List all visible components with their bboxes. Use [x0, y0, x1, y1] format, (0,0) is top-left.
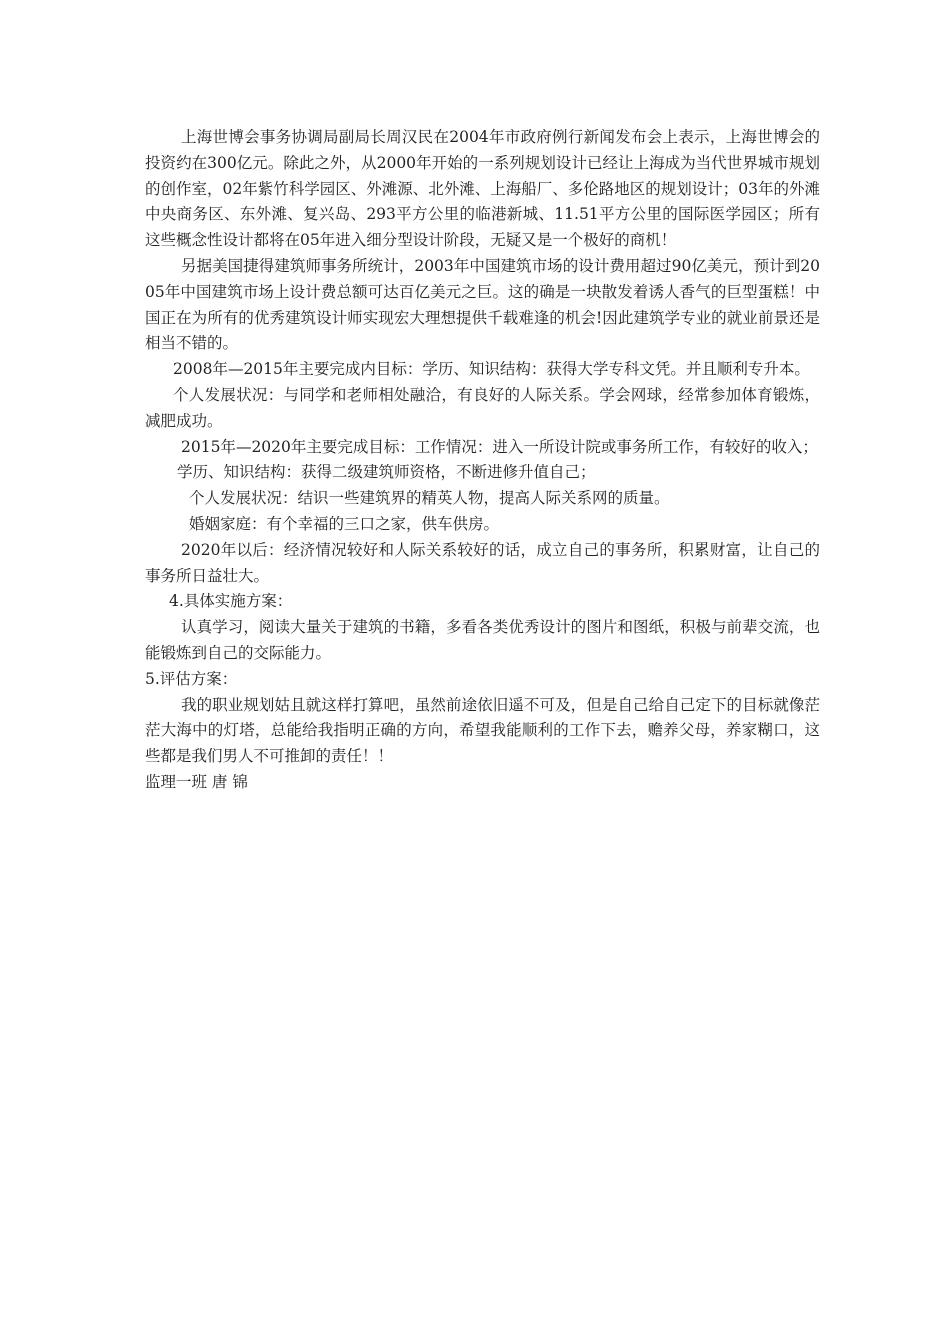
author-signature: 监理一班 唐 锦	[145, 772, 248, 791]
paragraph-design-market: 另据美国捷得建筑师事务所统计，2003年中国建筑市场的设计费用超过90亿美元，预计到2005年中国建筑市场上设计费总额可达百亿美元之巨。这的确是一块散发着诱人香气的巨型蛋糕！中国正在为所有的优秀建筑设计师实现宏大理想提供千载难逢的机会!因此建筑学专业的就业前景还是相当不错的。	[145, 256, 820, 353]
paragraph-after-2020: 2020年以后：经济情况较好和人际关系较好的话，成立自己的事务所，积累财富，让自己的事务所日益壮大。	[145, 540, 820, 585]
heading-implementation-plan: 4.具体实施方案：	[169, 592, 293, 611]
paragraph-implementation: 认真学习，阅读大量关于建筑的书籍，多看各类优秀设计的图片和图纸，积极与前辈交流，也能锻炼到自己的交际能力。	[145, 618, 820, 662]
heading-evaluation-plan: 5.评估方案：	[145, 669, 238, 688]
paragraph-evaluation: 我的职业规划姑且就这样打算吧，虽然前途依旧遥不可及，但是自己给自己定下的目标就像茫茫大海中的灯塔，总能给我指明正确的方向，希望我能顺利的工作下去，赡养父母，养家糊口，这些都是我们男人不可推卸的责任！！	[145, 695, 820, 766]
document-body	[145, 125, 820, 796]
paragraph-personal-development-1: 个人发展状况：与同学和老师相处融洽，有良好的人际关系。学会网球，经常参加体育锻炼，减肥成功。	[145, 385, 820, 430]
paragraph-personal-development-2: 个人发展状况：结识一些建筑界的精英人物，提高人际关系网的质量。	[189, 489, 670, 508]
paragraph-goals-2015-2020: 2015年—2020年主要完成目标：工作情况：进入一所设计院或事务所工作，有较好的收入；	[181, 437, 818, 456]
paragraph-goals-2008-2015: 2008年—2015年主要完成内目标：学历、知识结构：获得大学专科文凭。并且顺利专升本。	[173, 360, 810, 379]
paragraph-expo-investment: 上海世博会事务协调局副局长周汉民在2004年市政府例行新闻发布会上表示，上海世博会的投资约在300亿元。除此之外，从2000年开始的一系列规划设计已经让上海成为当代世界城市规划的创作室，02年紫竹科学园区、外滩源、北外滩、上海船厂、多伦路地区的规划设计；03年的外滩中央商务区、东外滩、复兴岛、293平方公里的临港新城、11.51平方公里的国际医学园区；所有这些概念性设计都将在05年进入细分型设计阶段，无疑又是一个极好的商机！	[145, 128, 820, 250]
paragraph-family: 婚姻家庭：有个幸福的三口之家，供车供房。	[189, 514, 500, 533]
paragraph-education-knowledge: 学历、知识结构：获得二级建筑师资格，不断进修升值自己；	[177, 463, 596, 482]
